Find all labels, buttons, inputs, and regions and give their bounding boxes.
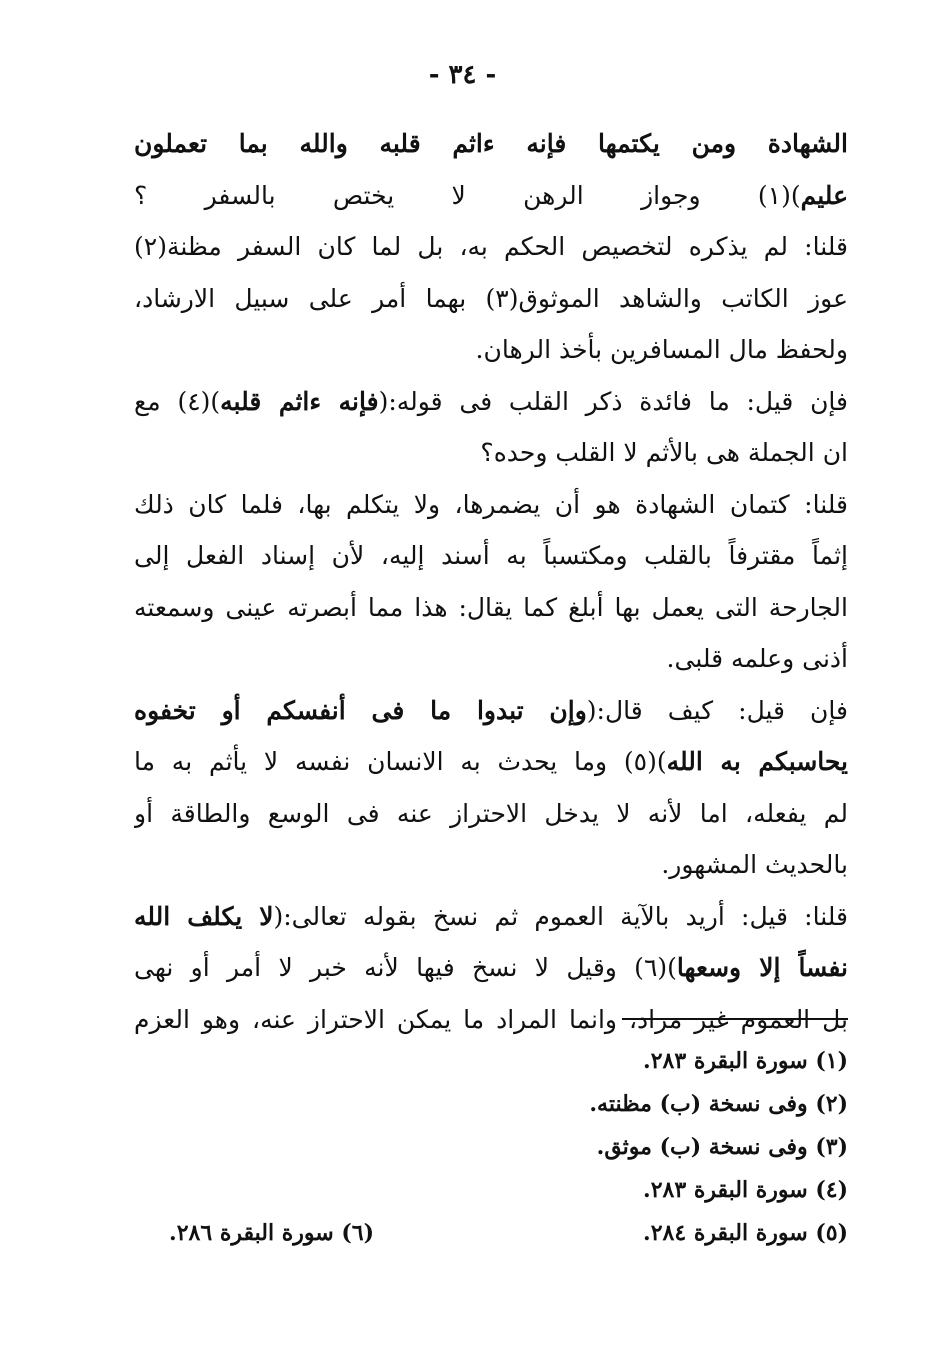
text-line (134, 891, 848, 943)
quran-quote: وإن تبدوا ما فى أنفسكم أو تخفوه (134, 695, 587, 725)
text-line (134, 582, 848, 634)
text-segment: فإن قيل: ما فائدة ذكر القلب فى قوله:( (378, 386, 848, 416)
main-text (134, 118, 848, 1045)
footnote-6: (٦) سورة البقرة ٢٨٦. (169, 1220, 374, 1246)
text-segment: ولحفظ مال المسافرين بأخذ الرهان. (475, 335, 848, 364)
text-line (134, 530, 848, 582)
footnote-4: (٤) سورة البقرة ٢٨٣. (643, 1177, 848, 1203)
quran-quote: عليم (800, 180, 848, 210)
footnote-2: (٢) وفى نسخة (ب) مظنته. (589, 1091, 848, 1117)
text-segment: ان الجملة هى بالأثم لا القلب وحده؟ (480, 438, 848, 467)
text-line (134, 118, 848, 170)
text-line (134, 376, 848, 428)
text-line (134, 324, 848, 376)
text-line (134, 788, 848, 840)
quran-quote: لا يكلف الله (134, 901, 274, 931)
text-line (134, 633, 848, 685)
text-line (134, 427, 848, 479)
quran-quote: فإنه ءاثم قلبه (220, 386, 379, 416)
page-number: - ٣٤ - (428, 60, 497, 90)
text-segment: الجارحة التى يعمل بها أبلغ كما يقال: هذا مما أبصرته عينى وسمعته (134, 592, 848, 622)
text-line (134, 685, 848, 737)
footnote-3: (٣) وفى نسخة (ب) موثق. (596, 1134, 848, 1160)
footnote-1: (١) سورة البقرة ٢٨٣. (643, 1048, 848, 1074)
text-segment: قلنا: قيل: أريد بالآية العموم ثم نسخ بقوله تعالى:( (273, 901, 848, 931)
text-segment: بل العموم غير مراد، وانما المراد ما يمكن الاحتراز عنه، وهو العزم (134, 1004, 848, 1034)
text-segment: إثماً مقترفاً بالقلب ومكتسباً به أسند إليه، لأن إسناد الفعل إلى (134, 541, 848, 570)
text-segment: قلنا: لم يذكره لتخصيص الحكم به، بل لما كان السفر مظنة(٢) (134, 232, 848, 261)
text-segment: لم يفعله، اما لأنه لا يدخل الاحتراز عنه فى الوسع والطاقة أو (134, 798, 848, 828)
text-line (134, 736, 848, 788)
text-segment: بالحديث المشهور. (661, 850, 848, 879)
quran-quote: يحاسبكم به الله (666, 747, 848, 776)
text-segment: عوز الكاتب والشاهد الموثوق(٣) بهما أمر على سبيل الارشاد، (134, 283, 848, 313)
text-line (134, 839, 848, 891)
quran-quote: نفساً إلا وسعها (676, 953, 848, 982)
text-segment: قلنا: كتمان الشهادة هو أن يضمرها، ولا يتكلم بها، فلما كان ذلك (134, 489, 848, 519)
footnote-row (134, 1212, 848, 1255)
text-segment: أذنى وعلمه قلبى. (666, 644, 848, 673)
text-line (134, 170, 848, 222)
footnote-separator (622, 1018, 848, 1020)
footnote-5: (٥) سورة البقرة ٢٨٤. (643, 1220, 848, 1246)
text-segment: )(٦) وقيل لا نسخ فيها لأنه خبر لا أمر أو نهى (134, 953, 677, 982)
text-line (134, 221, 848, 273)
footnotes (134, 1040, 848, 1255)
text-segment: )(٥) وما يحدث به الانسان نفسه لا يأثم به ما (134, 747, 667, 776)
text-segment: )(٤) مع (134, 386, 221, 416)
text-segment: فإن قيل: كيف قال:( (586, 695, 848, 725)
text-segment: )(١) وجواز الرهن لا يختص بالسفر ؟ (134, 180, 801, 210)
text-line (134, 273, 848, 325)
text-line (134, 942, 848, 994)
quran-quote: الشهادة ومن يكتمها فإنه ءاثم قلبه والله بما تعملون (134, 129, 848, 158)
text-line (134, 479, 848, 531)
